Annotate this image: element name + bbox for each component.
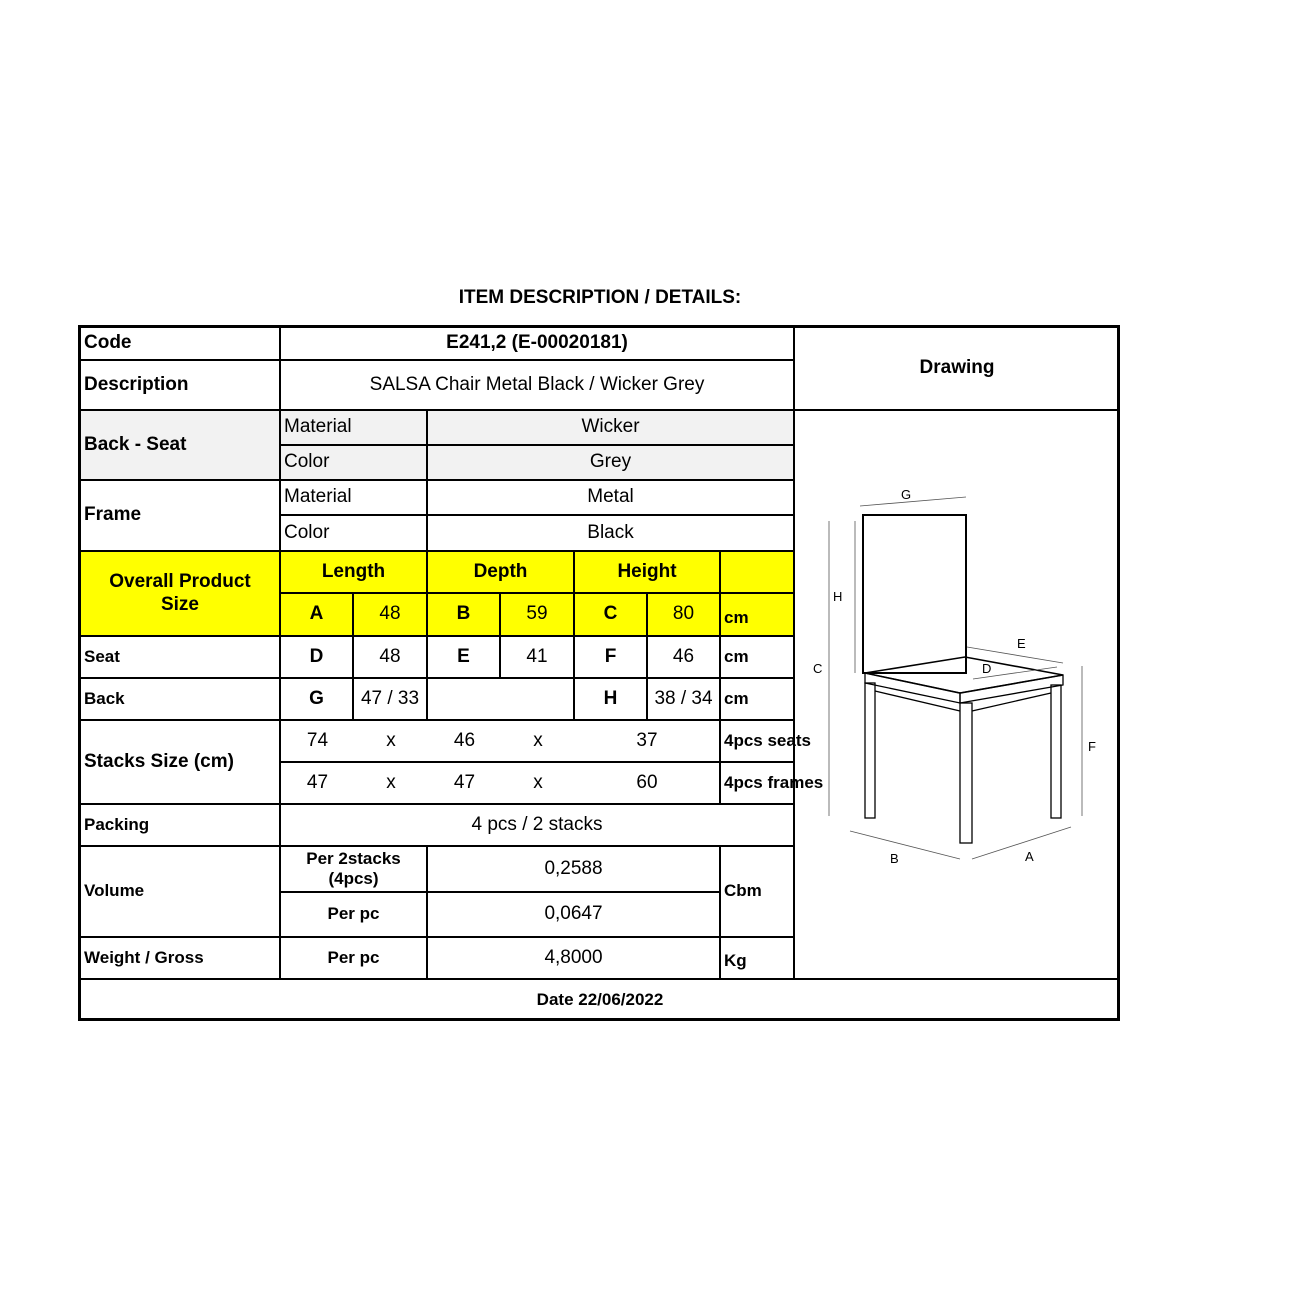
drawing-label-c: C (813, 661, 823, 676)
frame-color-value: Black (428, 516, 795, 552)
seat-d-value: 48 (354, 637, 428, 679)
drawing-label-e: E (1017, 636, 1026, 651)
volume-per-pc-value: 0,0647 (428, 893, 721, 938)
date-footer: Date 22/06/2022 (536, 989, 664, 1009)
seat-e-letter: E (428, 637, 501, 679)
stack-1-x-2: x (501, 721, 575, 763)
overall-a-value: 48 (354, 594, 428, 637)
chair-seat (865, 657, 1063, 693)
packing-value: 4 pcs / 2 stacks (281, 805, 795, 847)
back-seat-color-label: Color (281, 446, 428, 481)
drawing-label-g: G (901, 487, 912, 502)
seat-f-letter: F (575, 637, 648, 679)
stack-1-height: 37 (575, 721, 721, 763)
length-header: Length (281, 552, 428, 594)
overall-c-value: 80 (648, 594, 721, 637)
seat-d-letter: D (281, 637, 354, 679)
stacks-size-label: Stacks Size (cm) (81, 721, 281, 805)
seat-e-value: 41 (501, 637, 575, 679)
seat-label: Seat (81, 637, 281, 679)
overall-b-letter: B (428, 594, 501, 637)
stack-2-height: 60 (575, 763, 721, 805)
weight-label: Weight / Gross (81, 938, 281, 980)
chair-seat-front (865, 673, 960, 703)
stack-2-note: 4pcs frames (721, 763, 795, 805)
description-label: Description (81, 361, 281, 411)
stack-1-x-1: x (354, 721, 428, 763)
drawing-label-f: F (1088, 739, 1096, 754)
back-seat-material-value: Wicker (428, 411, 795, 446)
back-unit: cm (721, 679, 795, 721)
weight-per-pc-label: Per pc (281, 938, 428, 980)
stack-1-note: 4pcs seats (721, 721, 795, 763)
code-label: Code (81, 328, 281, 361)
chair-drawing (795, 411, 1119, 977)
chair-seat-side (960, 675, 1063, 703)
drawing-label-b: B (890, 851, 899, 866)
chair-rail-right (972, 693, 1051, 711)
back-label: Back (81, 679, 281, 721)
frame-color-label: Color (281, 516, 428, 552)
back-h-value: 38 / 34 (648, 679, 721, 721)
depth-header: Depth (428, 552, 575, 594)
frame-label: Frame (81, 481, 281, 552)
unit-header-cell (721, 552, 795, 594)
drawing-header: Drawing (795, 328, 1119, 411)
stack-2-width: 47 (428, 763, 501, 805)
volume-label: Volume (81, 847, 281, 938)
back-g-letter: G (281, 679, 354, 721)
drawing-label-d: D (982, 661, 992, 676)
height-header: Height (575, 552, 721, 594)
overall-size-label: Overall Product Size (81, 552, 281, 637)
drawing-label-h: H (833, 589, 843, 604)
frame-material-value: Metal (428, 481, 795, 516)
description-value: SALSA Chair Metal Black / Wicker Grey (281, 361, 795, 411)
seat-unit: cm (721, 637, 795, 679)
drawing-label-a: A (1025, 849, 1034, 864)
chair-leg-front (960, 703, 972, 843)
back-seat-label: Back - Seat (81, 411, 281, 481)
volume-per-pc-label: Per pc (281, 893, 428, 938)
overall-unit: cm (721, 594, 795, 637)
stack-1-length: 74 (281, 721, 354, 763)
overall-a-letter: A (281, 594, 354, 637)
volume-per-2stacks-value: 0,2588 (428, 847, 721, 893)
item-details-table (78, 325, 1120, 1021)
stack-2-x-2: x (501, 763, 575, 805)
code-value: E241,2 (E-00020181) (281, 328, 795, 361)
seat-f-value: 46 (648, 637, 721, 679)
page-title: ITEM DESCRIPTION / DETAILS: (458, 287, 742, 308)
weight-unit: Kg (721, 938, 795, 980)
stack-2-length: 47 (281, 763, 354, 805)
back-h-letter: H (575, 679, 648, 721)
stack-2-x-1: x (354, 763, 428, 805)
chair-leg-right (1051, 685, 1061, 818)
frame-material-label: Material (281, 481, 428, 516)
chair-backrest (863, 515, 966, 673)
weight-per-pc-value: 4,8000 (428, 938, 721, 980)
back-seat-color-value: Grey (428, 446, 795, 481)
stack-1-width: 46 (428, 721, 501, 763)
per-2stacks-label: Per 2stacks (4pcs) (281, 847, 428, 893)
chair-leg-back-left (865, 683, 875, 818)
packing-label: Packing (81, 805, 281, 847)
volume-unit: Cbm (721, 847, 795, 938)
back-g-value: 47 / 33 (354, 679, 428, 721)
overall-b-value: 59 (501, 594, 575, 637)
overall-c-letter: C (575, 594, 648, 637)
back-seat-material-label: Material (281, 411, 428, 446)
back-empty-cell (428, 679, 575, 721)
